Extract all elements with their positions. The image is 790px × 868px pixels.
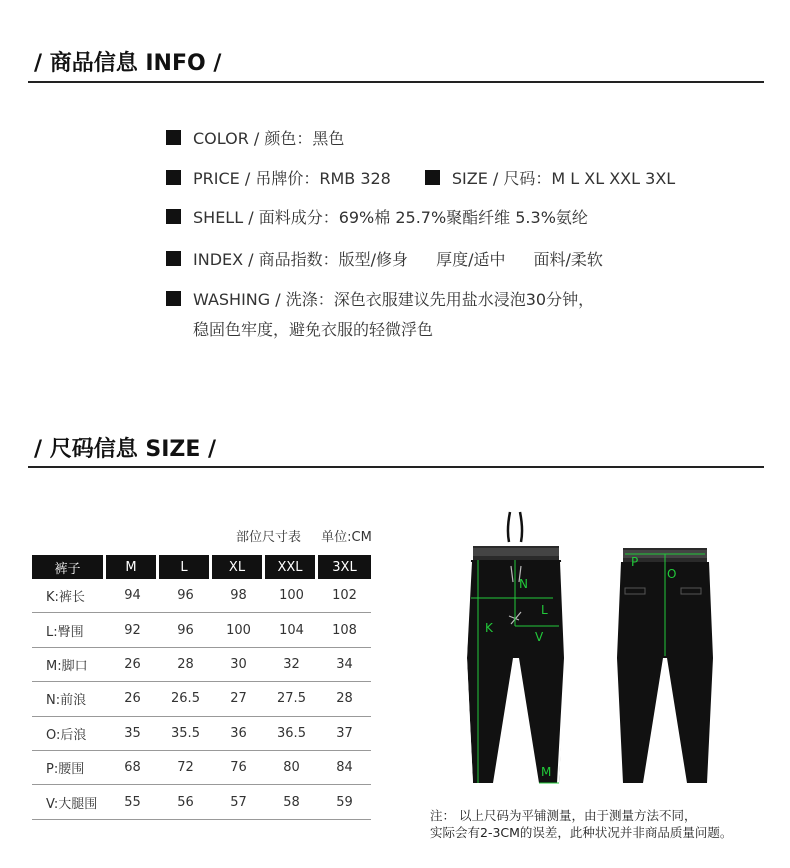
measure-label-m: M [541,765,552,779]
row-label: N:前浪 [32,682,106,716]
measure-label-l: L [541,603,548,617]
table-row [32,682,371,716]
table-cell: 102 [318,579,371,613]
table-cell: 100 [212,613,265,647]
size-table-header [32,555,371,579]
bullet-square-icon [166,170,181,185]
table-cell: 104 [265,613,318,647]
header-cell: L [159,555,212,579]
index-fabric: 面料/柔软 [533,250,603,269]
table-cell: 59 [318,785,371,819]
header-cell: M [106,555,159,579]
row-label: V:大腿围 [32,785,106,819]
index-label: INDEX / 商品指数： [193,250,339,269]
color-row [166,126,344,149]
price-size-row [166,166,675,189]
table-cell: 35.5 [159,717,212,751]
washing-row [166,287,594,310]
table-cell: 76 [212,751,265,785]
row-label: O:后浪 [32,717,106,751]
color-text: COLOR / 颜色：黑色 [193,129,345,148]
table-cell: 72 [159,751,212,785]
table-cell: 58 [265,785,318,819]
table-row [32,613,371,647]
bullet-square-icon [166,291,181,306]
washing-text: WASHING / 洗涤：深色衣服建议先用盐水浸泡30分钟， [193,290,595,309]
table-row [32,648,371,682]
measurement-note-line2: 实际会有2-3CM的误差，此种状况并非商品质量问题。 [430,825,733,840]
size-section-divider [28,466,764,468]
bullet-square-icon [166,209,181,224]
table-cell: 57 [212,785,265,819]
table-cell: 55 [106,785,159,819]
table-cell: 94 [106,579,159,613]
table-cell: 34 [318,648,371,682]
index-thickness: 厚度/适中 [436,250,506,269]
table-caption-unit: 单位:CM [321,530,372,545]
table-row [32,717,371,751]
measure-label-k: K [485,621,493,635]
pants-measurement-diagram [455,508,725,793]
table-cell: 96 [159,579,212,613]
table-cell: 108 [318,613,371,647]
table-cell: 35 [106,717,159,751]
table-caption-title: 部位尺寸表 [236,530,302,545]
table-cell: 26 [106,648,159,682]
measurement-note-line1: 注： 以上尺码为平铺测量，由于测量方法不同， [430,808,697,823]
shell-text: SHELL / 面料成分：69%棉 25.7%聚酯纤维 5.3%氨纶 [193,208,588,227]
bullet-square-icon [166,251,181,266]
size-table [32,555,371,820]
table-cell: 96 [159,613,212,647]
index-row [166,247,603,270]
table-cell: 28 [159,648,212,682]
table-cell: 26 [106,682,159,716]
price-text: PRICE / 吊牌价：RMB 328 [193,169,391,188]
measure-label-p: P [631,555,639,569]
table-caption [236,526,372,545]
table-cell: 36 [212,717,265,751]
row-label: P:腰围 [32,751,106,785]
header-cell: XL [212,555,265,579]
table-row [32,579,371,613]
table-cell: 80 [265,751,318,785]
table-row [32,751,371,785]
measure-label-o: O [667,567,677,581]
row-label: L:臀围 [32,613,106,647]
table-cell: 27.5 [265,682,318,716]
table-cell: 100 [265,579,318,613]
shell-row [166,205,588,228]
washing-text-continued: 稳固色牢度，避免衣服的轻微浮色 [193,320,434,339]
row-label: M:脚口 [32,648,106,682]
table-cell: 32 [265,648,318,682]
size-text: SIZE / 尺码：M L XL XXL 3XL [451,169,676,188]
front-pants-illustration [466,512,565,783]
table-cell: 68 [106,751,159,785]
table-cell: 98 [212,579,265,613]
header-cell: 裤子 [32,555,106,579]
table-cell: 28 [318,682,371,716]
info-section-title: / 商品信息 INFO / [34,51,222,76]
table-cell: 26.5 [159,682,212,716]
table-cell: 30 [212,648,265,682]
table-cell: 27 [212,682,265,716]
index-fit: 版型/修身 [338,250,409,269]
table-cell: 84 [318,751,371,785]
table-cell: 37 [318,717,371,751]
size-section-title: / 尺码信息 SIZE / [34,437,217,462]
bullet-square-icon [425,170,440,185]
header-cell: 3XL [318,555,371,579]
table-row [32,785,371,819]
header-cell: XXL [265,555,318,579]
table-cell: 92 [106,613,159,647]
info-section-divider [28,81,764,83]
table-cell: 56 [159,785,212,819]
measure-label-v: V [535,630,544,644]
bullet-square-icon [166,130,181,145]
measure-label-n: N [519,577,528,591]
row-label: K:裤长 [32,579,106,613]
table-cell: 36.5 [265,717,318,751]
